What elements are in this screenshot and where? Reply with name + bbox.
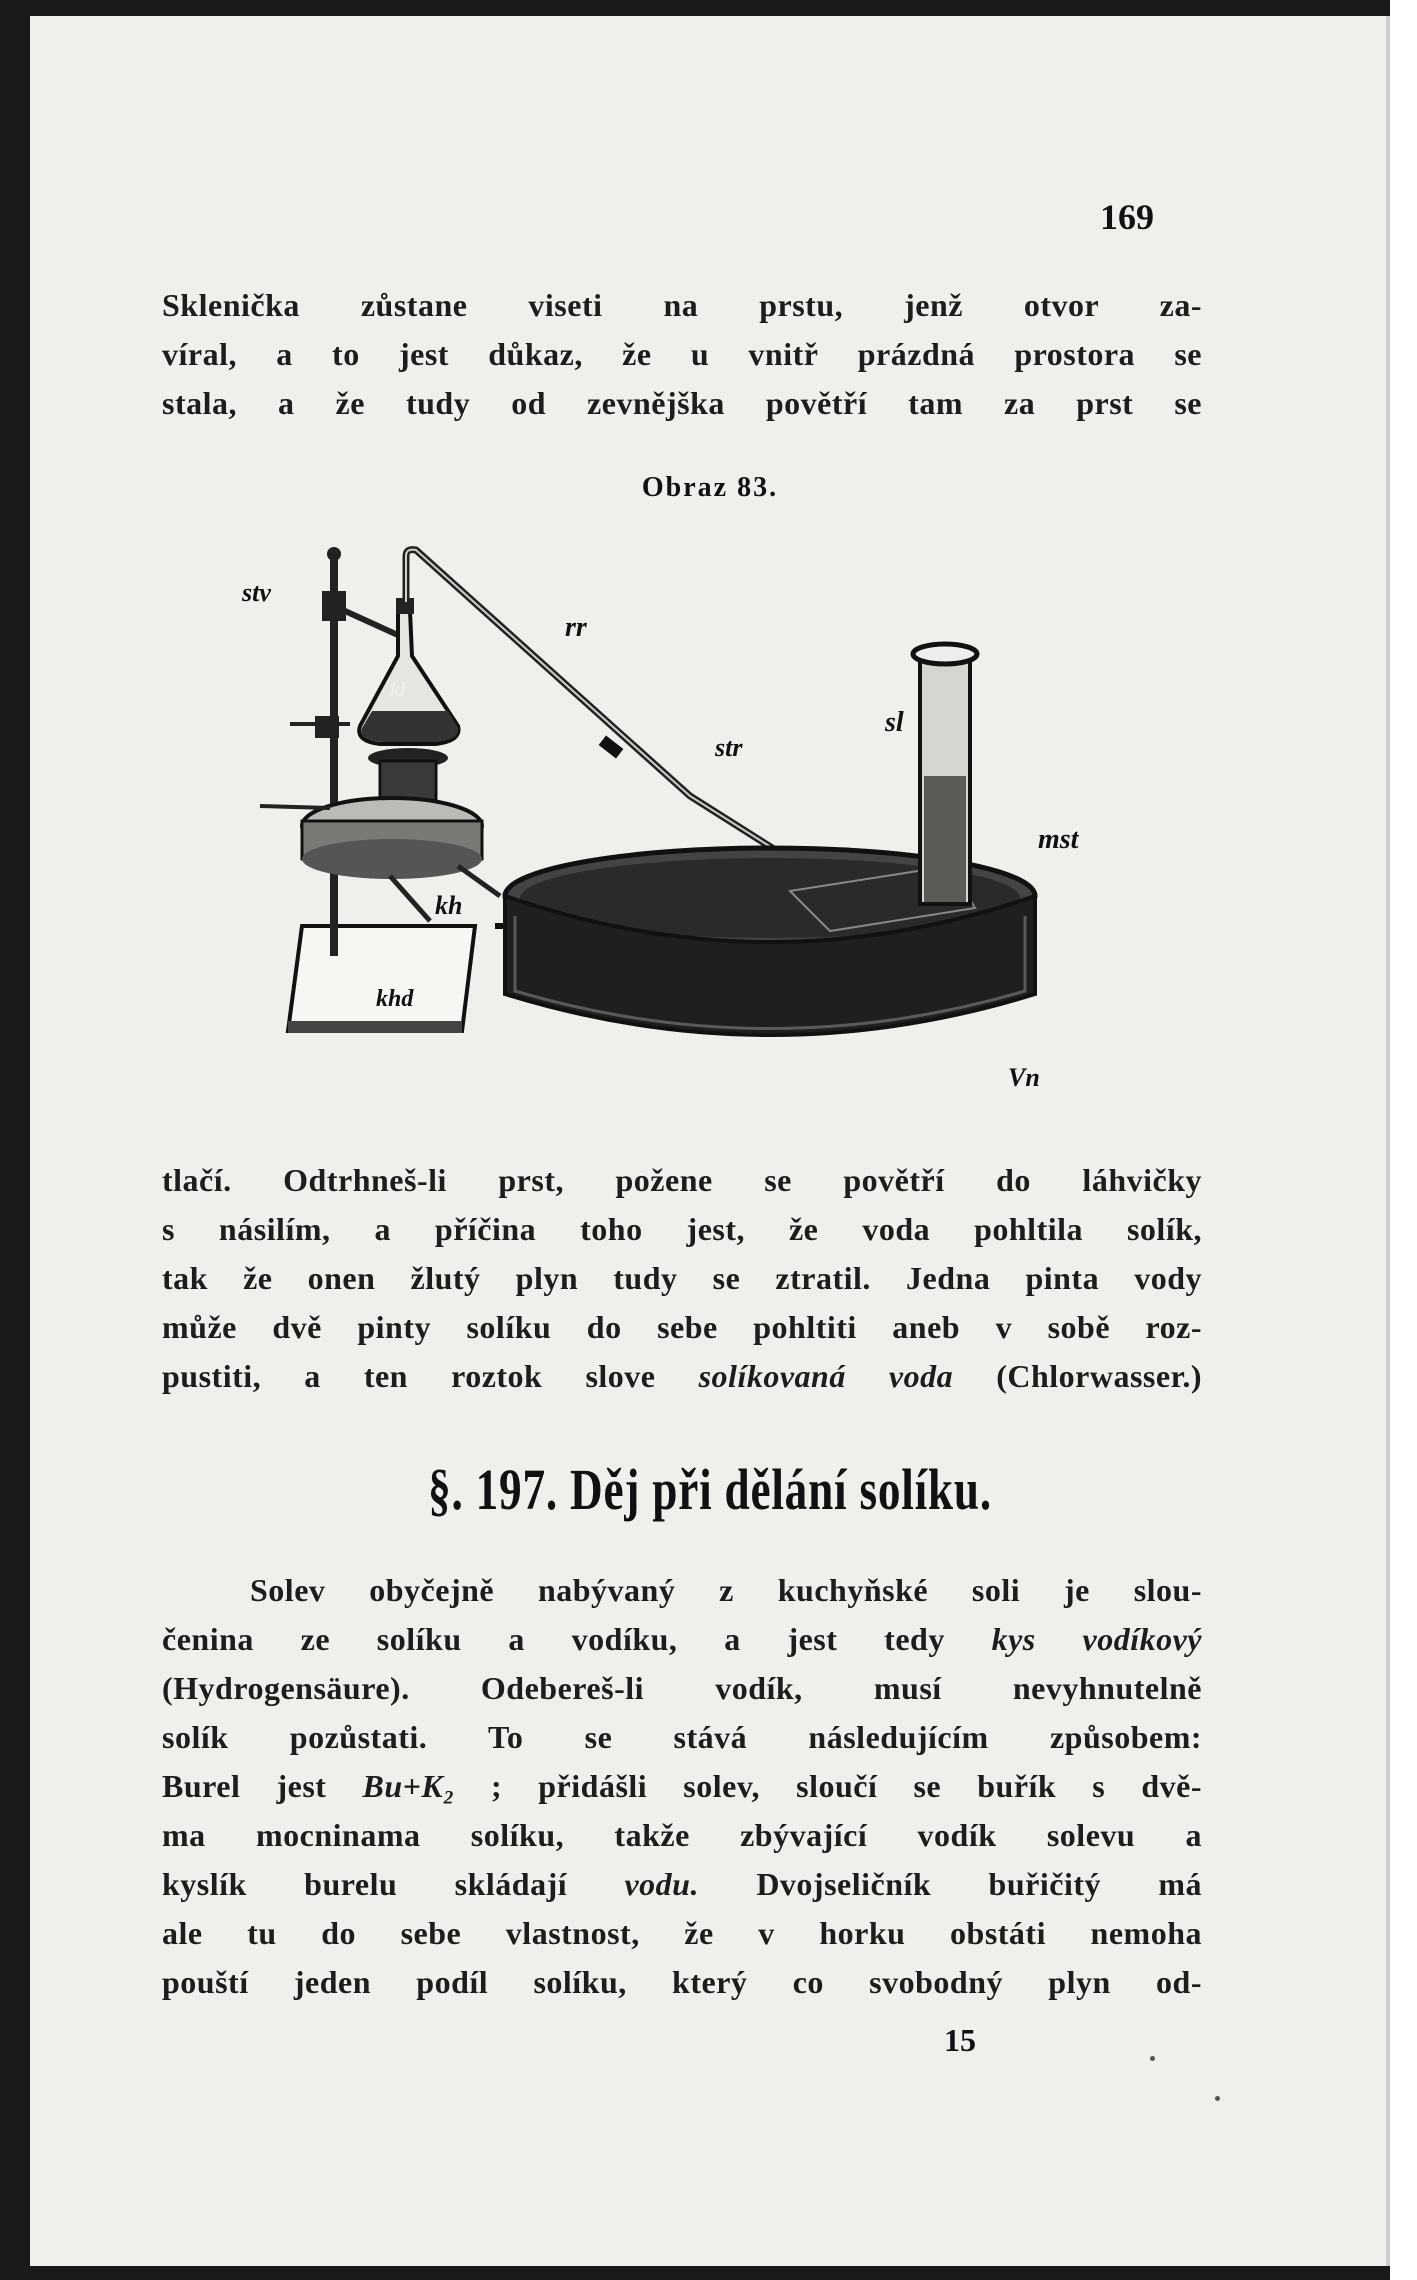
label-kl: kl xyxy=(390,679,406,701)
text-run: (Chlorwasser.) xyxy=(953,1358,1203,1394)
stand-base-plate xyxy=(288,926,475,1031)
text-run: pustiti, a ten roztok slove xyxy=(162,1358,699,1394)
italic-term: kys vodíkový xyxy=(991,1621,1203,1657)
label-kh: kh xyxy=(435,891,463,920)
speck xyxy=(1150,2056,1155,2061)
label-vn: Vn xyxy=(1008,1063,1040,1092)
text-line xyxy=(162,1615,1202,1664)
label-stv: stv xyxy=(242,578,271,607)
scan-margin xyxy=(1390,0,1417,2280)
text-line: pouští jeden podíl solíku, který co svobodný plyn od- xyxy=(162,1964,1202,2000)
text-line xyxy=(162,1762,1202,1811)
italic-term: solíkovaná voda xyxy=(698,1358,954,1394)
text-line: solík pozůstati. To se stává následujícím způsobem: xyxy=(162,1719,1202,1755)
text-run: čenina ze solíku a vodíku, a jest tedy xyxy=(162,1621,992,1657)
italic-term: vodu. xyxy=(624,1866,699,1902)
chlorine-apparatus-figure xyxy=(230,536,1130,1106)
text-line: ale tu do sebe vlastnost, že v horku obstáti nemoha xyxy=(162,1915,1202,1951)
flask-contents xyxy=(361,711,458,742)
text-line: stala, a že tudy od zevnějška povětří tam za prst se xyxy=(162,385,1202,421)
text-run: ; přidášli solev, sloučí se buřík s dvě- xyxy=(454,1768,1203,1804)
formula: Bu+K₂ xyxy=(362,1768,455,1804)
paragraph-3 xyxy=(162,1566,1202,2007)
section-heading: §. 197. Děj při dělání solíku. xyxy=(428,1457,992,1522)
text-line: Sklenička zůstane viseti na prstu, jenž otvor za- xyxy=(162,287,1202,323)
speck xyxy=(1215,2096,1220,2101)
text-line: tlačí. Odtrhneš-li prst, požene se povětří do láhvičky xyxy=(162,1162,1202,1198)
text-line: může dvě pinty solíku do sebe pohltiti aneb v sobě roz- xyxy=(162,1309,1202,1345)
text-line: s násilím, a příčina toho jest, že voda pohltila solík, xyxy=(162,1211,1202,1247)
text-line xyxy=(162,1352,1202,1401)
text-run: Dvojseličník buřičitý má xyxy=(698,1866,1202,1902)
text-line: ma mocninama solíku, takže zbývající vodík solevu a xyxy=(162,1817,1202,1853)
paragraph-1 xyxy=(162,281,1202,428)
text-run: kyslík burelu skládají xyxy=(162,1866,625,1902)
text-line: (Hydrogensäure). Odebereš-li vodík, musí nevyhnutelně xyxy=(162,1670,1202,1706)
text-run: Burel jest xyxy=(162,1768,363,1804)
paragraph-2 xyxy=(162,1156,1202,1401)
figure-caption: Obraz 83. xyxy=(641,472,779,503)
stand-base-edge xyxy=(288,1021,462,1033)
page-number: 169 xyxy=(1100,197,1154,237)
book-page xyxy=(30,16,1390,2266)
signature-mark: 15 xyxy=(944,2022,976,2058)
text-line xyxy=(162,1860,1202,1909)
label-str: str xyxy=(715,733,743,762)
label-khd: khd xyxy=(376,986,414,1012)
text-line: víral, a to jest důkaz, že u vnitř prázdná prostora se xyxy=(162,336,1202,372)
label-sl: sl xyxy=(885,707,904,738)
label-mst: mst xyxy=(1038,824,1079,855)
label-rr: rr xyxy=(565,612,587,643)
text-line: Solev obyčejně nabývaný z kuchyňské soli je slou- xyxy=(250,1572,1202,1608)
text-line: tak že onen žlutý plyn tudy se ztratil. Jedna pinta vody xyxy=(162,1260,1202,1296)
